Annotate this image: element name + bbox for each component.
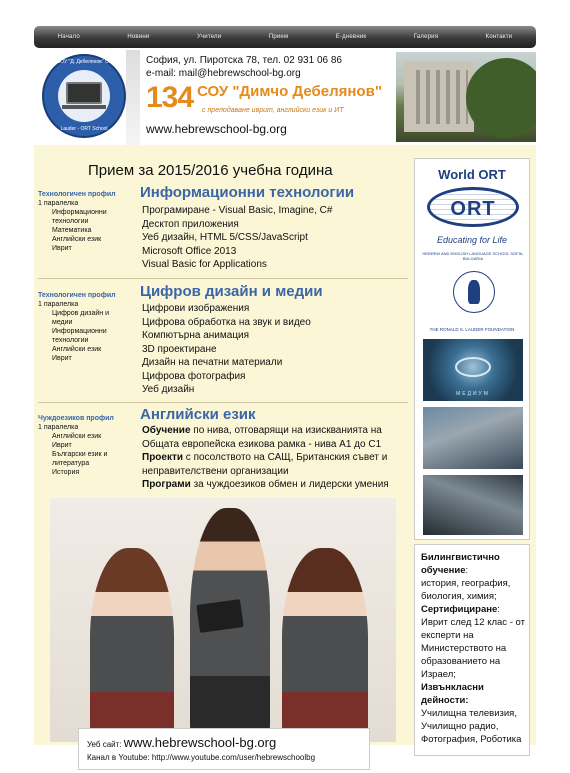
header-website[interactable]: www.hebrewschool-bg.org <box>146 122 287 136</box>
nav-item-contacts[interactable]: Контакти <box>485 34 513 40</box>
subject: Български език и литература <box>52 451 108 467</box>
logo-top-text: 134 СОУ "Д. Дебелянов" София <box>46 59 122 65</box>
divider <box>38 402 408 403</box>
class-count: 1 паралелка <box>38 200 79 207</box>
lauder-foundation: THE RONALD S. LAUDER FOUNDATION <box>429 327 515 332</box>
subject: Математика <box>52 227 92 234</box>
school-building-photo <box>396 52 536 142</box>
subject: Цифров дизайн и медии <box>52 310 110 326</box>
subject: Иврит <box>52 442 72 449</box>
subject: Информационни технологии <box>52 328 107 344</box>
school-english-name: HEBREW AND ENGLISH LANGUAGE SCHOOL SOFIA, BULGARIA <box>422 251 524 261</box>
top-nav <box>34 26 536 48</box>
section-body: Програмиране - Visual Basic, Imagine, C# Десктоп приложения Уеб дизайн, HTML 5/CSS/JavaScript Microsoft Office 2013 Visual Basic for Applications <box>142 205 333 270</box>
subject: Английски език <box>52 346 102 353</box>
student-figure <box>90 548 174 742</box>
medium-eye-image: МЕДИУМ <box>423 339 523 401</box>
section-heading: Информационни технологии <box>140 184 355 201</box>
school-number: 134 <box>146 81 194 114</box>
website-label: Уеб сайт: <box>87 740 124 749</box>
address: София, ул. Пиротска 78, тел. 02 931 06 86 <box>146 55 342 66</box>
nav-item-home[interactable]: Начало <box>57 34 80 40</box>
subject: Иврит <box>52 355 72 362</box>
subject-list <box>52 432 126 477</box>
ort-globe-logo: ORT <box>427 187 519 227</box>
subject: Иврит <box>52 245 72 252</box>
subject-list <box>52 309 126 363</box>
students-photo <box>50 498 396 742</box>
profile-type: Технологичен профил <box>38 191 116 198</box>
school-logo <box>42 54 126 138</box>
email[interactable]: e-mail: mail@hebrewschool-bg.org <box>146 68 301 79</box>
partner-column <box>414 158 530 540</box>
educating-for-life: Educating for Life <box>436 235 508 245</box>
subject: Информационни технологии <box>52 209 107 225</box>
class-count: 1 паралелка <box>38 424 79 431</box>
section-heading: Цифров дизайн и медии <box>140 283 323 300</box>
nav-item-teachers[interactable]: Учители <box>196 34 222 40</box>
nav-item-news[interactable]: Новини <box>127 34 150 40</box>
laptop-icon <box>66 82 102 104</box>
youtube-link[interactable]: Канал в Youtube: http://www.youtube.com/user/hebrewschoolbg <box>87 753 316 762</box>
subject-list <box>52 208 132 253</box>
subject: Английски език <box>52 433 102 440</box>
logo-bottom-text: Lauder - ORT School <box>60 126 108 132</box>
contact-info <box>146 54 342 80</box>
student-figure <box>282 548 368 742</box>
computer-lab-photo <box>423 475 523 535</box>
profile-type: Чуждоезиков профил <box>38 415 114 422</box>
divider <box>38 278 408 279</box>
nav-item-ediary[interactable]: Е-дневник <box>335 34 367 40</box>
page-title: Прием за 2015/2016 учебна година <box>88 162 333 179</box>
tagline: с преподаване иврит, английски език и ИТ <box>202 107 344 114</box>
website-link[interactable]: www.hebrewschool-bg.org <box>123 735 277 750</box>
eye-icon <box>455 357 491 377</box>
profile-info-2 <box>38 291 126 363</box>
subject: Английски език <box>52 236 102 243</box>
profile-info-1 <box>38 190 132 253</box>
school-title: СОУ "Димчо Дебелянов" <box>197 83 382 100</box>
info-box: Билингвистично обучение: история, география, биология, химия; Сертифициране: Иврит след 12 клас - от експерти на Министерството на образованието на Израел; Извънкласни дейности: Училищна телевизия, Училищно радио, Фотография, Роботика <box>414 544 530 756</box>
header <box>34 50 536 145</box>
profile-type: Технологичен профил <box>38 292 116 299</box>
section-heading: Английски език <box>140 406 256 423</box>
nav-item-admission[interactable]: Прием <box>268 34 289 40</box>
nav-item-gallery[interactable]: Галерия <box>413 34 439 40</box>
footer-links <box>78 728 370 770</box>
section-body: Обучение по нива, отговарящи на изискванията на Общата европейска езикова рамка - нива А1 до С1 Проекти с посолството на САЩ, Британския съвет и неправителствени организации Програми за чуждоезиков обмен и лидерски умения <box>142 425 389 490</box>
section-body: Цифрови изображения Цифрова обработка на звук и видео Компютърна анимация 3D проектиране Дизайн на печатни материали Цифрова фотография Уеб дизайн <box>142 303 311 395</box>
profile-info-3 <box>38 414 126 477</box>
subject: История <box>52 469 80 476</box>
class-count: 1 паралелка <box>38 301 79 308</box>
ministry-seal-icon <box>453 271 495 313</box>
classroom-photo <box>423 407 523 469</box>
world-ort-title: World ORT <box>438 167 506 182</box>
